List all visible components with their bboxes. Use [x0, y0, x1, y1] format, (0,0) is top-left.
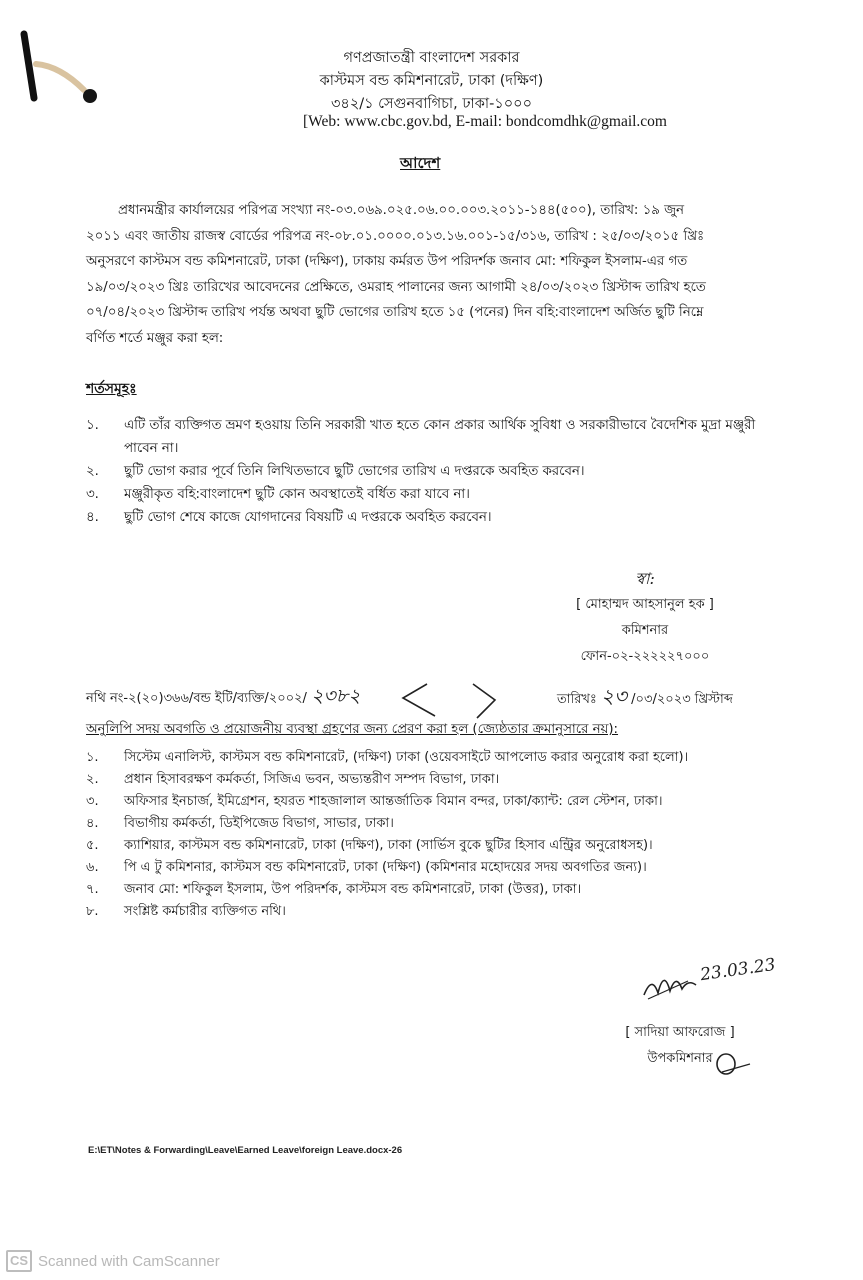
conditions-list — [86, 414, 786, 529]
signatory-name: [ মোহাম্মদ আহসানুল হক ] — [576, 597, 714, 612]
condition-text: ছুটি ভোগ করার পূর্বে তিনি লিখিতভাবে ছুটি ভোগের তারিখ এ দপ্তরকে অবহিত করবেন। — [124, 464, 585, 479]
copy-text: জনাব মো: শফিকুল ইসলাম, উপ পরিদর্শক, কাস্টমস বন্ড কমিশনারেট, ঢাকা (উত্তর), ঢাকা। — [124, 882, 582, 897]
copy-item — [86, 835, 806, 857]
condition-number: ৪. — [86, 510, 99, 525]
date-handwritten: ২৩ — [601, 684, 628, 708]
condition-text: মঞ্জুরীকৃত বহি:বাংলাদেশ ছুটি কোন অবস্থাতেই বর্ধিত করা যাবে না। — [124, 487, 470, 502]
copy-item — [86, 791, 806, 813]
copy-number: ১. — [86, 750, 99, 765]
header-address: ৩৪২/১ সেগুনবাগিচা, ঢাকা-১০০০ — [331, 96, 532, 112]
condition-item — [86, 506, 786, 529]
initial-mark — [712, 1050, 752, 1080]
copy-text: পি এ টু কমিশনার, কাস্টমস বন্ড কমিশনারেট, ঢাকা (দক্ষিণ) (কমিশনার মহোদয়ের সদয় অবগতির জন্য)। — [124, 860, 647, 875]
signatory-designation: কমিশনার — [621, 623, 669, 638]
copy-text: ক্যাশিয়ার, কাস্টমস বন্ড কমিশনারেট, ঢাকা (দক্ষিণ), ঢাকা (সার্ভিস বুকে ছুটির হিসাব এন্ট্রির অনুরোধসহ)। — [124, 838, 653, 853]
condition-item — [86, 460, 786, 483]
reference-date — [557, 682, 733, 715]
copy-number: ৪. — [86, 816, 99, 831]
handwritten-signature — [640, 965, 700, 1005]
condition-item — [86, 414, 786, 460]
copy-number: ৭. — [86, 882, 99, 897]
header-govt: গণপ্রজাতন্ত্রী বাংলাদেশ সরকার — [343, 50, 520, 66]
copy-number: ৬. — [86, 860, 99, 875]
body-line-3: অনুসরণে কাস্টমস বন্ড কমিশনারেট, ঢাকা (দক্ষিণ), ঢাকায় কর্মরত উপ পরিদর্শক জনাব মো: শফিকুল ইসলাম-এর গত — [86, 254, 688, 269]
signature-mark: স্বা: — [635, 569, 655, 588]
condition-text: ছুটি ভোগ শেষে কাজে যোগদানের বিষয়টি এ দপ্তরকে অবহিত করবেন। — [124, 510, 492, 525]
body-line-6: বর্ণিত শর্তে মঞ্জুর করা হল: — [86, 330, 224, 346]
copies-list — [86, 747, 806, 923]
condition-text: এটি তাঁর ব্যক্তিগত ভ্রমণ হওয়ায় তিনি সরকারী খাত হতে কোন প্রকার আর্থিক সুবিধা ও সরকারীভাবে বৈদেশিক মুদ্রা মঞ্জুরী পাবেন না। — [124, 418, 756, 456]
file-number-handwritten: ২৩৮২ — [311, 685, 361, 707]
signature-date: 23.03.23 — [698, 954, 777, 986]
date-label: তারিখঃ — [557, 692, 597, 707]
file-number: নথি নং-২(২০)৩৬৬/বন্ড ইটি/ব্যক্তি/২০০২/ — [86, 691, 307, 706]
body-line-1: প্রধানমন্ত্রীর কার্যালয়ের পরিপত্র সংখ্যা নং-০৩.০৬৯.০২৫.০৬.০০.০০৩.২০১১-১৪৪(৫০০), তারিখ: ১৯ জুন — [118, 203, 684, 218]
copy-number: ৮. — [86, 904, 99, 919]
copy-item — [86, 813, 806, 835]
signatory-name: [ সাদিয়া আফরোজ ] — [625, 1025, 735, 1040]
header-web-email — [150, 113, 820, 131]
copy-text: সিস্টেম এনালিস্ট, কাস্টমস বন্ড কমিশনারেট, (দক্ষিণ) ঢাকা (ওয়েবসাইটে আপলোড করার অনুরোধ করা হলো)। — [124, 750, 689, 765]
body-line-4: ১৯/০৩/২০২৩ খ্রিঃ তারিখের আবেদনের প্রেক্ষিতে, ওমরাহ পালানের জন্য আগামী ২৪/০৩/২০২৩ খ্রিস্টাব্দ তারিখ হতে — [86, 279, 706, 295]
header-office: কাস্টমস বন্ড কমিশনারেট, ঢাকা (দক্ষিণ) — [319, 73, 544, 89]
copy-item — [86, 901, 806, 923]
header-web-email-text: [Web: www.cbc.gov.bd, E-mail: bondcomdhk@gmail.com — [303, 113, 667, 130]
signatory-phone: ফোন-০২-২২২২২৭০০০ — [580, 649, 710, 664]
camscanner-watermark — [6, 1250, 220, 1272]
condition-number: ৩. — [86, 487, 99, 502]
copy-number: ৩. — [86, 794, 99, 809]
copy-number: ২. — [86, 772, 99, 787]
copy-item — [86, 879, 806, 901]
reference-line — [86, 682, 360, 714]
conditions-heading: শর্তসমূহঃ — [86, 381, 137, 397]
condition-item — [86, 483, 786, 506]
copy-text: বিভাগীয় কর্মকর্তা, ডিইপিজেড বিভাগ, সাভার, ঢাকা। — [124, 816, 394, 831]
condition-number: ১. — [86, 418, 99, 433]
copy-item — [86, 857, 806, 879]
handwritten-bracket-marks — [395, 680, 505, 720]
body-line-5: ০৭/০৪/২০২৩ খ্রিস্টাব্দ তারিখ পর্যন্ত অথবা ছুটি ভোগের তারিখ হতে ১৫ (পনের) দিন বহি:বাংলাদেশ অর্জিত ছুটি নিম্নে — [86, 305, 704, 320]
footer-file-path: E:\ET\Notes & Forwarding\Leave\Earned Leave\foreign Leave.docx-26 — [88, 1145, 403, 1156]
copy-text: অফিসার ইনচার্জ, ইমিগ্রেশন, হযরত শাহজালাল আন্তর্জাতিক বিমান বন্দর, ঢাকা/ক্যান্ট: রেল স্টেশন, ঢাকা। — [124, 794, 663, 809]
copy-item — [86, 747, 806, 769]
copies-heading: অনুলিপি সদয় অবগতি ও প্রয়োজনীয় ব্যবস্থা গ্রহণের জন্য প্রেরণ করা হল (জ্যেষ্ঠতার ক্রমানুসারে নয়): — [86, 722, 619, 737]
copy-number: ৫. — [86, 838, 99, 853]
copy-text: প্রধান হিসাবরক্ষণ কর্মকর্তা, সিজিএ ভবন, অভ্যন্তরীণ সম্পদ বিভাগ, ঢাকা। — [124, 772, 500, 787]
copy-item — [86, 769, 806, 791]
condition-number: ২. — [86, 464, 99, 479]
body-paragraph — [86, 198, 776, 351]
camscanner-logo-icon: CS — [6, 1250, 32, 1272]
signatory-designation: উপকমিশনার — [647, 1051, 713, 1066]
signatory-commissioner — [520, 566, 770, 670]
date-rest: /০৩/২০২৩ খ্রিস্টাব্দ — [631, 692, 733, 707]
body-line-2: ২০১১ এবং জাতীয় রাজস্ব বোর্ডের পরিপত্র নং-০৮.০১.০০০০.০১৩.১৬.০০১-১৫/৩১৬, তারিখ : ২৫/০৩/২০১৫ খ্রিঃ — [86, 228, 705, 244]
copy-text: সংশ্লিষ্ট কর্মচারীর ব্যক্তিগত নথি। — [124, 904, 286, 919]
camscanner-text: Scanned with CamScanner — [38, 1252, 220, 1270]
document-title: আদেশ — [400, 154, 441, 172]
